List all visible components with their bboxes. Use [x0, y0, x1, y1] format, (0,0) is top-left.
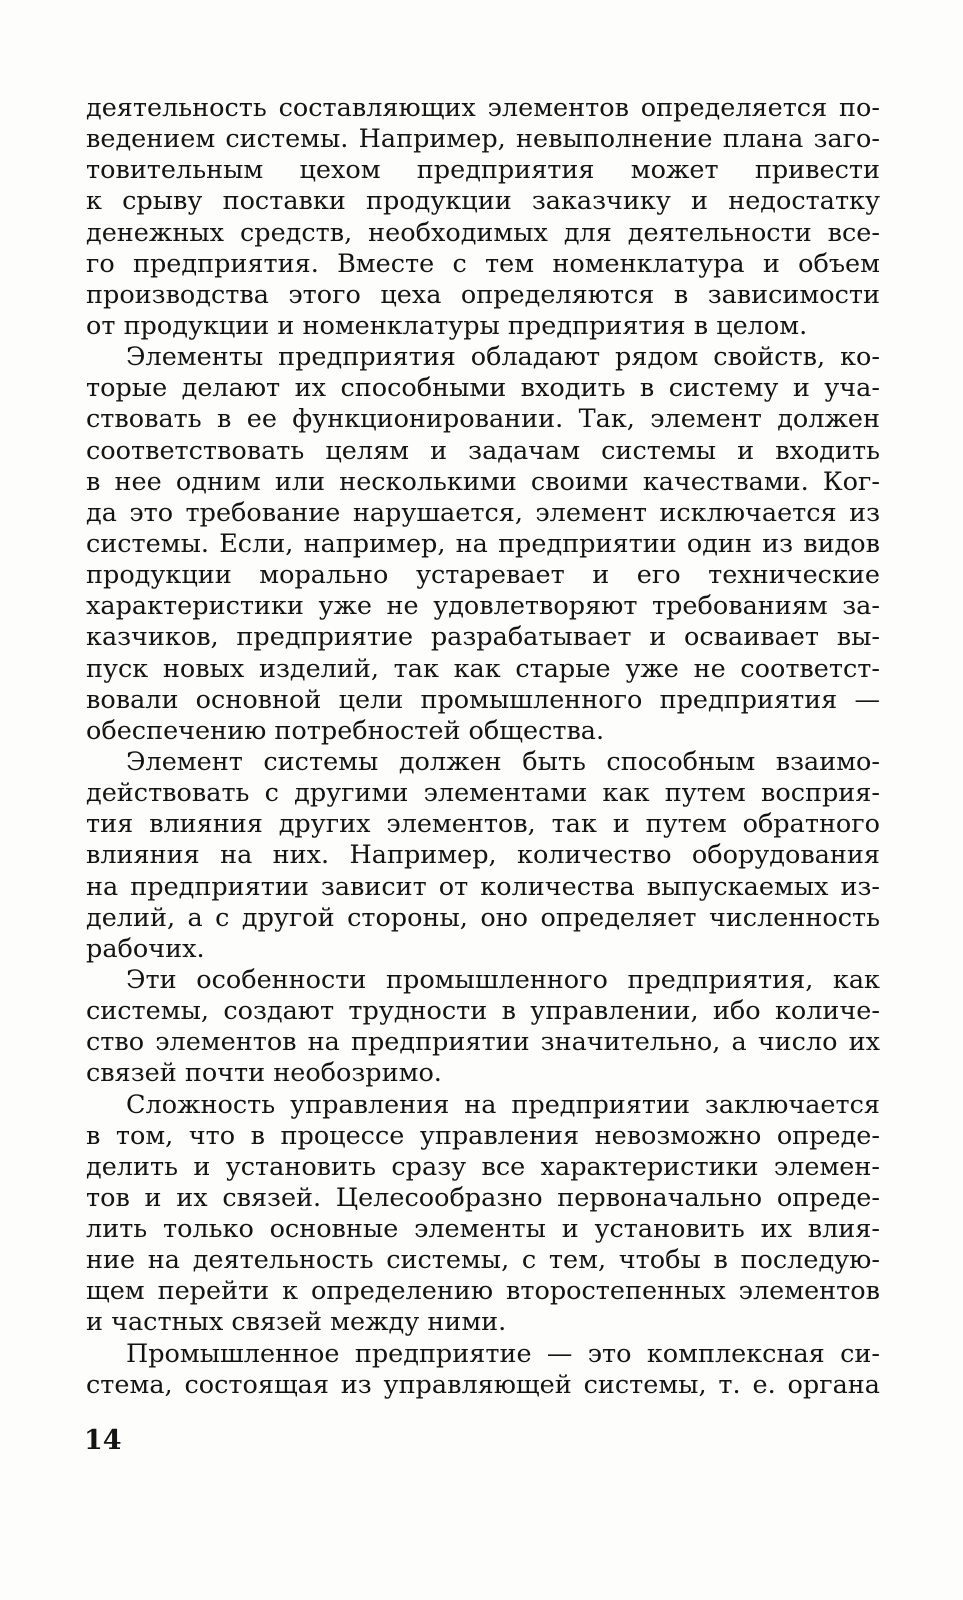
text-line: производства этого цеха определяются в зависимости	[86, 279, 880, 310]
text-line: делий, а с другой стороны, оно определяет численность	[86, 902, 880, 933]
text-line: го предприятия. Вместе с тем номенклатура и объем	[86, 248, 880, 279]
text-line: вовали основной цели промышленного предприятия —	[86, 684, 880, 715]
text-line: торые делают их способными входить в систему и уча-	[86, 373, 880, 404]
paragraph-4	[86, 965, 880, 1090]
paragraph-1	[86, 93, 880, 342]
text-line: ство элементов на предприятии значительно, а число их	[86, 1027, 880, 1058]
text-line: Промышленное предприятие — это комплексная си-	[126, 1338, 880, 1369]
text-line: обеспечению потребностей общества.	[86, 715, 605, 746]
text-line: ведением системы. Например, невыполнение плана заго-	[86, 124, 880, 155]
text-line: в нее одним или несколькими своими качествами. Ког-	[86, 466, 880, 497]
text-line: ние на деятельность системы, с тем, чтобы в последую-	[86, 1245, 880, 1276]
text-line: от продукции и номенклатуры предприятия в целом.	[86, 310, 808, 341]
text-line: Эти особенности промышленного предприятия, как	[126, 964, 880, 995]
text-line: Сложность управления на предприятии заключается	[126, 1089, 880, 1120]
text-line: щем перейти к определению второстепенных элементов	[86, 1276, 880, 1307]
text-line: тия влияния других элементов, так и путем обратного	[86, 809, 880, 840]
text-line: лить только основные элементы и установить их влия-	[86, 1214, 880, 1245]
text-line: продукции морально устаревает и его технические	[86, 560, 880, 591]
text-line: товительным цехом предприятия может привести	[86, 155, 880, 186]
text-line: влияния на них. Например, количество оборудования	[86, 840, 880, 871]
paragraph-3	[86, 747, 880, 965]
text-line: системы. Если, например, на предприятии один из видов	[86, 528, 880, 559]
text-line: и частных связей между ними.	[86, 1307, 507, 1338]
paragraph-5	[86, 1090, 880, 1339]
paragraph-2	[86, 342, 880, 747]
text-line: Элементы предприятия обладают рядом свойств, ко-	[126, 342, 880, 373]
text-line: денежных средств, необходимых для деятельности все-	[86, 217, 880, 248]
text-line: Элемент системы должен быть способным взаимо-	[126, 746, 880, 777]
text-line: стема, состоящая из управляющей системы, т. е. органа	[86, 1369, 880, 1400]
text-line: в том, что в процессе управления невозможно опреде-	[86, 1120, 880, 1151]
text-line: тов и их связей. Целесообразно первоначально опреде-	[86, 1182, 880, 1213]
text-line: казчиков, предприятие разрабатывает и осваивает вы-	[86, 622, 880, 653]
paragraph-6	[86, 1339, 880, 1401]
text-line: пуск новых изделий, так как старые уже не соответст-	[86, 653, 880, 684]
text-line: соответствовать целям и задачам системы и входить	[86, 435, 880, 466]
text-line: да это требование нарушается, элемент исключается из	[86, 497, 880, 528]
page-number: 14	[84, 1425, 122, 1456]
body-text	[86, 93, 880, 1401]
text-line: характеристики уже не удовлетворяют требованиям за-	[86, 591, 880, 622]
text-line: системы, создают трудности в управлении, ибо количе-	[86, 996, 880, 1027]
text-line: ствовать в ее функционировании. Так, элемент должен	[86, 404, 880, 435]
text-line: на предприятии зависит от количества выпускаемых из-	[86, 871, 880, 902]
text-line: связей почти необозримо.	[86, 1058, 442, 1089]
text-line: действовать с другими элементами как путем восприя-	[86, 778, 880, 809]
text-line: к срыву поставки продукции заказчику и недостатку	[86, 186, 880, 217]
text-line: делить и установить сразу все характеристики элемен-	[86, 1151, 880, 1182]
text-line: рабочих.	[86, 933, 205, 964]
text-line: деятельность составляющих элементов определяется по-	[86, 93, 880, 123]
